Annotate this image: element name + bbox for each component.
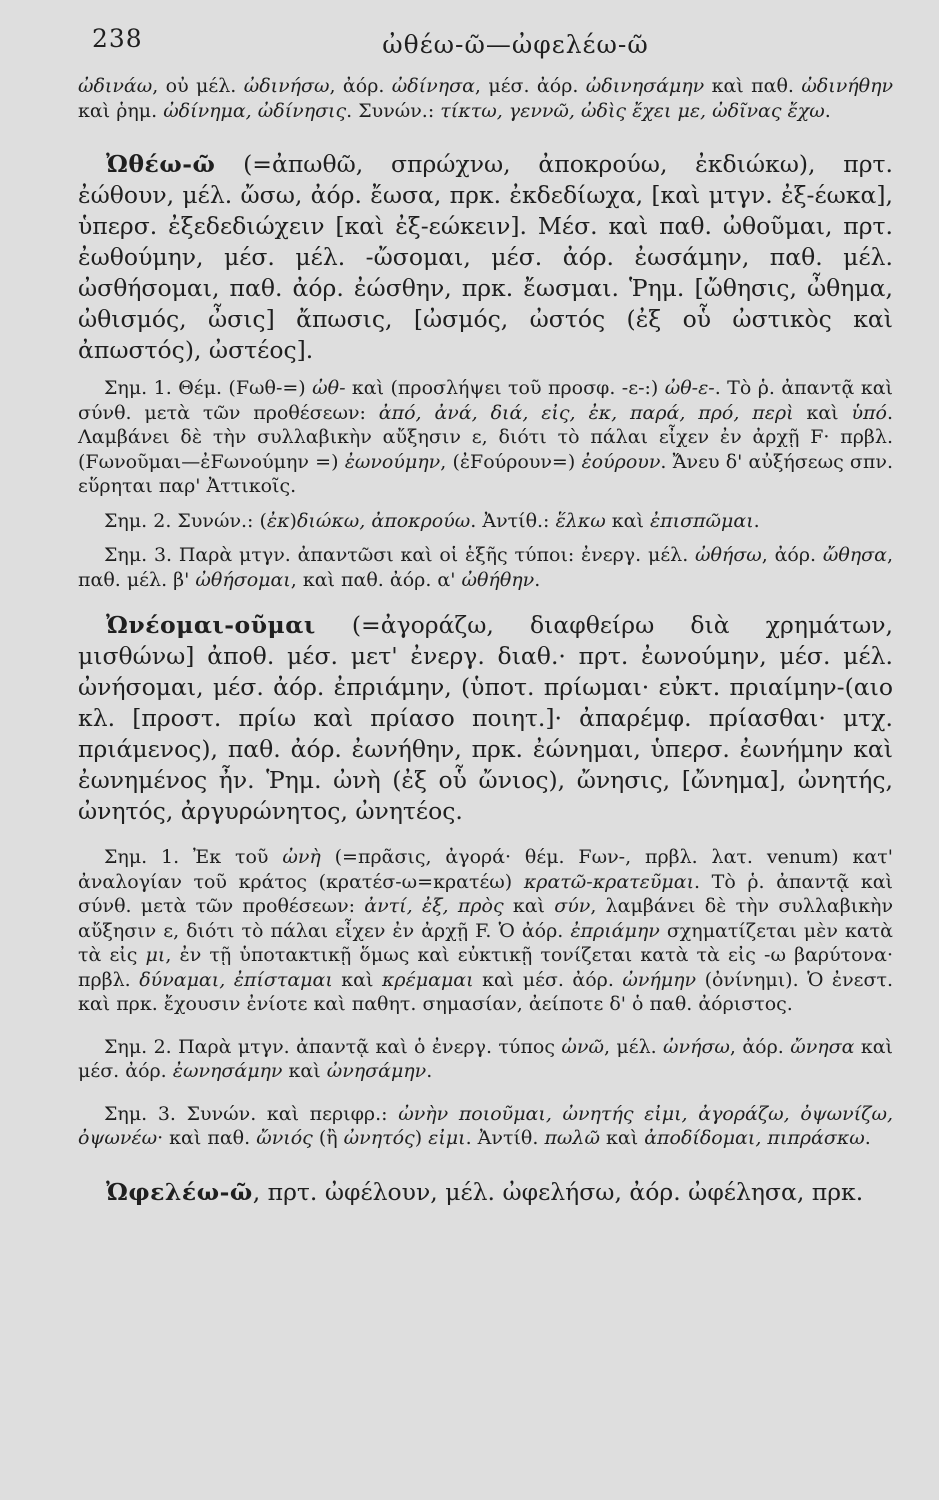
running-title: ὠθέω-ῶ—ὠφελέω-ῶ: [382, 30, 649, 59]
note-otheo-3: Σημ. 3. Παρὰ μτγν. ἀπαντῶσι καὶ οἱ ἑξῆς τύποι: ἐνεργ. μέλ. ὠθήσω, ἀόρ. ὤθησα, παθ. μέλ. β' ὠθήσομαι, καὶ παθ. ἀόρ. α' ὠθήθην.: [78, 544, 893, 591]
note-oneomai-1: Σημ. 1. Ἐκ τοῦ ὠνὴ (=πρᾶσις, ἀγορά· θέμ. Fων-, πρβλ. λατ. venum) κατ' ἀναλογίαν τοῦ κράτος (κρατέσ-ω=κρατέω) κρατῶ-κρατεῦμαι. Τὸ ῥ. ἀπαντᾷ καὶ σύνθ. μετὰ τῶν προθέσεων: ἀντί, ἐξ, πρὸς καὶ σύν, λαμβάνει δὲ τὴν συλλαβικὴν αὔξησιν ε, διότι τὸ πάλαι εἶχεν ἐν ἀρχῇ F. Ὁ ἀόρ. ἐπριάμην σχηματίζεται μὲν κατὰ τὰ εἰς μι, ἐν τῇ ὑποτακτικῇ ὅμως καὶ εὐκτικῇ τονίζεται κατὰ τὰ εἰς -ω βαρύτονα· πρβλ. δύναμαι, ἐπίσταμαι καὶ κρέμαμαι καὶ μέσ. ἀόρ. ὠνήμην (ὀνίνημι). Ὁ ἐνεστ. καὶ πρκ. ἔχουσιν ἐνίοτε καὶ παθητ. σημασίαν, ἀείποτε δ' ὁ παθ. ἀόριστος.: [78, 846, 894, 1015]
page-header: [78, 22, 893, 74]
note-otheo-1: Σημ. 1. Θέμ. (Fωθ-=) ὠθ- καὶ (προσλήψει τοῦ προσφ. -ε-:) ὠθ-ε-. Τὸ ῥ. ἀπαντᾷ καὶ σύνθ. μετὰ τῶν προθέσεων: ἀπό, ἀνά, διά, εἰς, ἐκ, παρά, πρό, περὶ καὶ ὑπό. Λαμβάνει δὲ τὴν συλλαβικὴν αὔξησιν ε, διότι τὸ πάλαι εἶχεν ἐν ἀρχῇ F· πρβλ. (Fωνοῦμαι—ἐFωνούμην =) ἐωνούμην, (ἐFούρουν=) ἐούρουν. Ἄνευ δ' αὐξήσεως σπν. εὕρηται παρ' Ἀττικοῖς.: [78, 377, 894, 497]
note-otheo-2: Σημ. 2. Συνών.: (ἐκ)διώκω, ἀποκρούω. Ἀντίθ.: ἕλκω καὶ ἐπισπῶμαι.: [104, 509, 760, 532]
entry-otheo: Ὠθέω-ῶ (=ἀπωθῶ, σπρώχνω, ἀποκρούω, ἐκδιώκω), πρτ. ἐώθουν, μέλ. ὤσω, ἀόρ. ἔωσα, πρκ. ἐκδεδίωχα, [καὶ μτγν. ἐξ-έωκα], ὑπερσ. ἐξεδεδιώχειν [καὶ ἐξ-εώκειν]. Μέσ. καὶ παθ. ὠθοῦμαι, πρτ. ἐωθούμην, μέσ. μέλ. -ὤσομαι, μέσ. ἀόρ. ἐωσάμην, παθ. μέλ. ὠσθήσομαι, παθ. ἀόρ. ἐώσθην, πρκ. ἔωσμαι. Ῥημ. [ὤθησις, ὦθημα, ὠθισμός, ὦσις] ἄπωσις, [ὠσμός, ὠστός (ἐξ οὗ ὠστικὸς καὶ ἀπωστός), ὠστέος].: [78, 150, 893, 364]
entry-oneomai: Ὠνέομαι-οῦμαι (=ἀγοράζω, διαφθείρω διὰ χρημάτων, μισθώνω] ἀποθ. μέσ. μετ' ἐνεργ. διαθ.· πρτ. ἐωνούμην, μέσ. μέλ. ὠνήσομαι, μέσ. ἀόρ. ἐπριάμην, (ὑποτ. πρίωμαι· εὐκτ. πριαίμην-(αιο κλ. [προστ. πρίω καὶ πρίασο ποιητ.]· ἀπαρέμφ. πρίασθαι· μτχ. πριάμενος), παθ. ἀόρ. ἐωνήθην, πρκ. ἐώνημαι, ὑπερσ. ἐωνήμην καὶ ἐωνημένος ἦν. Ῥημ. ὠνὴ (ἐξ οὗ ὤνιος), ὤνησις, [ὤνημα], ὠνητής, ὠνητός, ἀργυρώνητος, ὠνητέος.: [78, 611, 893, 825]
page-number: 238: [92, 24, 143, 53]
note-oneomai-2: Σημ. 2. Παρὰ μτγν. ἀπαντᾷ καὶ ὁ ἐνεργ. τύπος ὠνῶ, μέλ. ὠνήσω, ἀόρ. ὤνησα καὶ μέσ. ἀόρ. ἐωνησάμην καὶ ὠνησάμην.: [78, 1035, 893, 1082]
entry-ofeleo: Ὠφελέω-ῶ, πρτ. ὠφέλουν, μέλ. ὠφελήσω, ἀόρ. ὠφέλησα, πρκ.: [106, 1177, 864, 1206]
note-oneomai-3: Σημ. 3. Συνών. καὶ περιφρ.: ὠνὴν ποιοῦμαι, ὠνητής εἰμι, ἀγοράζω, ὀψωνίζω, ὀψωνέω· καὶ παθ. ὤνιός (ἢ ὠνητός) εἰμι. Ἀντίθ. πωλῶ καὶ ἀποδίδομαι, πιπράσκω.: [78, 1102, 893, 1149]
entry-odinao: ὠδινάω, οὐ μέλ. ὠδινήσω, ἀόρ. ὠδίνησα, μέσ. ἀόρ. ὠδινησάμην καὶ παθ. ὠδινήθην καὶ ῥημ. ὠδίνημα, ὠδίνησις. Συνών.: τίκτω, γεννῶ, ὠδὶς ἔχει με, ὠδῖνας ἔχω.: [78, 75, 894, 122]
